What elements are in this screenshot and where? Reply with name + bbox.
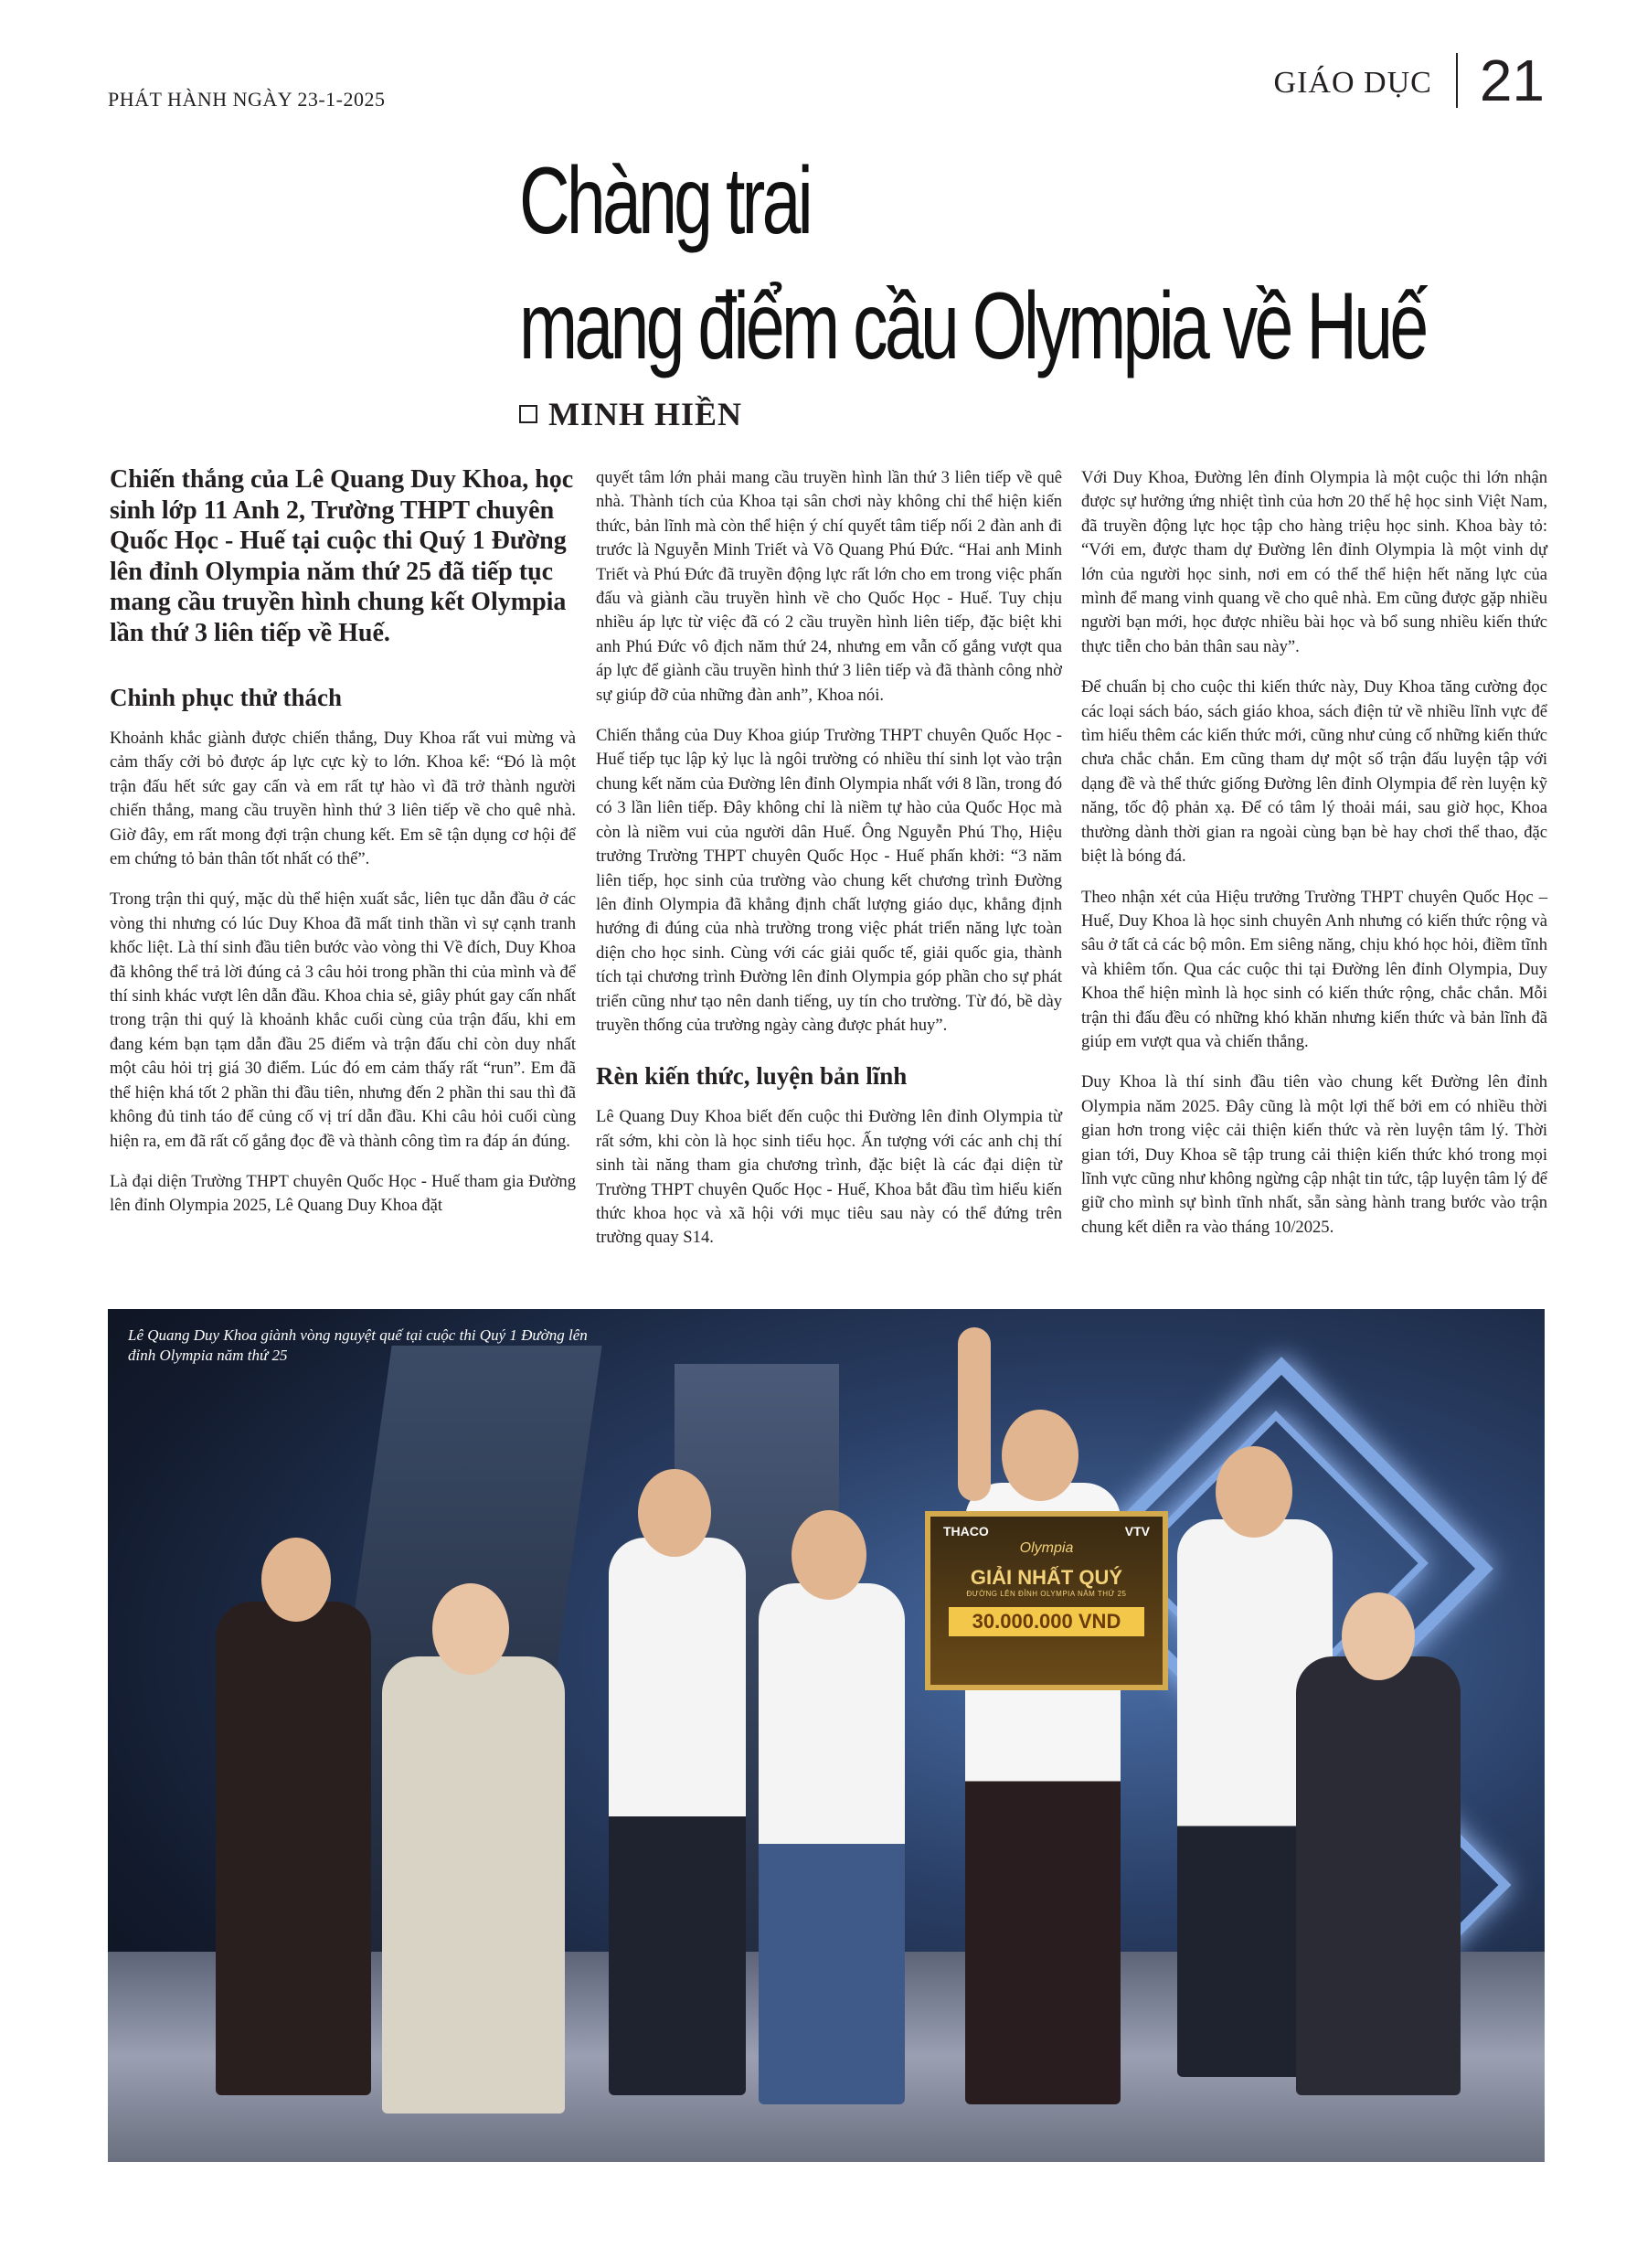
paragraph: Lê Quang Duy Khoa biết đến cuộc thi Đường lên đỉnh Olympia từ rất sớm, khi còn là học sinh tiểu học. Ấn tượng với các anh chị thí sinh tài năng tham gia chương trình, đặc biệt là các đại diện từ Trường THPT chuyên Quốc Học - Huế, Khoa bắt đầu tìm hiểu kiến thức khoa học và xã hội với mục tiêu sau này có thể đứng trên trường quay S14. bbox=[596, 1107, 1062, 1248]
person-head bbox=[638, 1469, 711, 1557]
person-elder-jacket bbox=[382, 1656, 565, 2114]
paragraph: Trong trận thi quý, mặc dù thể hiện xuất sắc, liên tục dẫn đầu ở các vòng thi nhưng có lúc Duy Khoa đã mất tinh thần vì sự cạnh tranh khốc liệt. Là thí sinh đầu tiên bước vào vòng thi Về đích, Duy Khoa đã không thể trả lời đúng cả 3 câu hỏi trong phần thi của mình và để thí sinh khác vượt lên dẫn đầu. Khoa chia sẻ, giây phút gay cấn nhất trong trận thi quý là khoảnh khắc cuối cùng của trận đấu, khi em đang kém bạn tạm dẫn đầu 25 điểm và trận đấu chỉ còn duy nhất một câu hỏi trị giá 30 điểm. Lúc đó em cảm thấy rất “run”. Em đã thể hiện khá tốt 2 phần thi đầu tiên, nhưng đến 2 phần thi sau thì đã không đủ tinh táo để củng cố vị trí dẫn đầu. Khi câu hỏi cuối cùng hiện ra, em đã rất cố gắng đọc đề và thành công tìm ra đáp án đúng. bbox=[110, 889, 576, 1151]
prize-board bbox=[925, 1511, 1168, 1690]
sponsor-logo: THACO bbox=[943, 1524, 989, 1539]
issue-date: PHÁT HÀNH NGÀY 23-1-2025 bbox=[108, 88, 386, 111]
subhead-challenge: Chinh phục thử thách bbox=[110, 684, 343, 711]
paragraph: Chiến thắng của Duy Khoa giúp Trường THPT chuyên Quốc Học - Huế tiếp tục lập kỷ lục là ngôi trường có nhiều thí sinh lọt vào trận chung kết năm của Đường lên đỉnh Olympia nhất với 8 lần, trong đó có 3 lần liên tiếp. Đây không chỉ là niềm tự hào của Quốc Học mà còn là niềm vui của người dân Huế. Ông Nguyễn Phú Thọ, Hiệu trưởng Trường THPT chuyên Quốc Học - Huế phấn khởi: “3 năm liên tiếp, học sinh của trường vào chung kết chương trình Đường lên đỉnh Olympia đã khẳng định chất lượng giáo dục, khẳng định hướng đi đúng của nhà trường trong việc phát triển năng lực toàn diện cho học sinh. Cùng với các giải quốc tế, giải quốc gia, thành tích tại chương trình Đường lên đỉnh Olympia góp phần cho sự phát triển cũng như tạo nên danh tiếng, uy tín cho trường. Từ đó, bề dày truyền thống của trường ngày càng được phát huy”. bbox=[596, 726, 1062, 1035]
paragraph: Theo nhận xét của Hiệu trưởng Trường THPT chuyên Quốc Học – Huế, Duy Khoa là học sinh chuyên Anh nhưng có kiến thức rộng và sâu ở tất cả các bộ môn. Em siêng năng, chịu khó học hỏi, điềm tĩnh và khiêm tốn. Qua các cuộc thi tại Đường lên đỉnh Olympia, Duy Khoa thể hiện mình là học sinh có kiến thức rộng, chắc chắn. Mỗi trận thi đấu đều có những khó khăn nhưng kiến thức và bản lĩnh đã giúp em vượt qua và chiến thắng. bbox=[1081, 887, 1547, 1051]
lead-paragraph: Chiến thắng của Lê Quang Duy Khoa, học sinh lớp 11 Anh 2, Trường THPT chuyên Quốc Học - Huế tại cuộc thi Quý 1 Đường lên đỉnh Olympia năm thứ 25 đã tiếp tục mang cầu truyền hình chung kết Olympia lần thứ 3 liên tiếp về Huế. bbox=[110, 465, 574, 647]
person-head bbox=[1342, 1592, 1415, 1680]
olympia-logo: Olympia bbox=[1019, 1540, 1074, 1556]
person-man-suit bbox=[216, 1602, 371, 2095]
author-name: MINH HIỀN bbox=[548, 396, 743, 432]
paragraph: Khoảnh khắc giành được chiến thắng, Duy Khoa rất vui mừng và cảm thấy cởi bỏ được áp lực cực kỳ to lớn. Khoa kể: “Đó là một trận đấu hết sức gay cấn và em rất tự hào vì đã trở thành người chiến thắng, mang cầu truyền hình thứ 3 liên tiếp về cho quê nhà. Giờ đây, em rất mong đợi trận chung kết. Em sẽ tận dụng cơ hội để em chứng tỏ bản thân tốt nhất có thể”. bbox=[110, 729, 576, 869]
paragraph: Với Duy Khoa, Đường lên đỉnh Olympia là một cuộc thi lớn nhận được sự hưởng ứng nhiệt tình của hơn 20 thế hệ học sinh Việt Nam, đã truyền động lực học tập cho hàng triệu học sinh. Khoa bày tỏ: “Với em, được tham dự Đường lên đỉnh Olympia là một vinh dự lớn của người học sinh, nơi em có thể thể hiện hết năng lực của mình để mang vinh quang về cho quê nhà. Em cũng được gặp nhiều người bạn mới, học được nhiều bài học và bổ sung nhiều kiến thức thực tiễn cho bản thân sau này”. bbox=[1081, 468, 1547, 656]
page-header bbox=[1273, 48, 1545, 113]
photo-caption: Lê Quang Duy Khoa giành vòng nguyệt quế tại cuộc thi Quý 1 Đường lên đỉnh Olympia năm thứ 25 bbox=[128, 1326, 588, 1364]
raised-arm-trophy bbox=[958, 1327, 991, 1501]
title-line-1: Chàng trai bbox=[519, 148, 811, 254]
paragraph: Duy Khoa là thí sinh đầu tiên vào chung kết Đường lên đỉnh Olympia năm 2025. Đây cũng là một lợi thế bởi em có nhiều thời gian hơn trong việc cải thiện kiến thức và rèn luyện tâm lý. Thời gian tới, Duy Khoa sẽ tập trung cải thiện kiến thức khó trong mọi lĩnh vực cũng như không ngừng cập nhật tin tức, tập luyện tâm lý để giữ cho mình sự bình tĩnh nhất, sẵn sàng hành trang bước vào trận chung kết diễn ra vào tháng 10/2025. bbox=[1081, 1072, 1547, 1237]
person-head bbox=[432, 1583, 509, 1675]
award-photo bbox=[108, 1309, 1545, 2162]
prize-subtitle: ĐƯỜNG LÊN ĐỈNH OLYMPIA NĂM THỨ 25 bbox=[966, 1590, 1127, 1598]
square-bullet-icon bbox=[519, 405, 537, 423]
channel-logo: VTV bbox=[1124, 1524, 1150, 1539]
subhead-training: Rèn kiến thức, luyện bản lĩnh bbox=[596, 1062, 908, 1091]
prize-amount: 30.000.000 VND bbox=[949, 1607, 1144, 1636]
contestant bbox=[609, 1538, 746, 2095]
contestant bbox=[759, 1583, 905, 2104]
title-line-2: mang điểm cầu Olympia về Huế bbox=[519, 273, 1426, 379]
article-column-3 bbox=[1081, 466, 1547, 1256]
section-name: GIÁO DỤC bbox=[1274, 53, 1458, 108]
paragraph: Là đại diện Trường THPT chuyên Quốc Học - Huế tham gia Đường lên đỉnh Olympia 2025, Lê Quang Duy Khoa đặt bbox=[110, 1171, 576, 1216]
page-number: 21 bbox=[1479, 48, 1545, 113]
person-head bbox=[792, 1510, 866, 1600]
article-column-1 bbox=[110, 464, 576, 1235]
article-title bbox=[519, 146, 1570, 386]
article-column-2 bbox=[596, 466, 1062, 1267]
paragraph: quyết tâm lớn phải mang cầu truyền hình lần thứ 3 liên tiếp về quê nhà. Thành tích của Khoa tại sân chơi này không chỉ thể hiện kiến thức, bản lĩnh mà còn thể hiện ý chí quyết tâm tiếp nối 2 đàn anh đi trước là Nguyễn Minh Triết và Võ Quang Phú Đức. “Hai anh Minh Triết và Phú Đức đã truyền động lực rất lớn cho em trong việc phấn đấu và giành cầu truyền hình về cho Quốc Học - Huế. Tuy chịu nhiều áp lực từ việc đã có 2 cầu truyền hình liên tiếp, đặc biệt khi anh Phú Đức vô địch năm thứ 24, nhưng em vẫn cố gắng vượt qua áp lực để giành cầu truyền hình thứ 3 liên tiếp và đã thành công nhờ sự giúp đỡ của những đàn anh”, Khoa nói. bbox=[596, 468, 1062, 705]
byline bbox=[519, 395, 742, 433]
person-elder-man bbox=[1296, 1656, 1461, 2095]
person-head bbox=[1002, 1410, 1079, 1501]
prize-title: GIẢI NHẤT QUÝ bbox=[970, 1566, 1123, 1589]
person-head bbox=[1216, 1446, 1292, 1538]
paragraph: Để chuẩn bị cho cuộc thi kiến thức này, Duy Khoa tăng cường đọc các loại sách báo, sách giáo khoa, sách điện tử về nhiều lĩnh vực để tìm hiểu thêm các kiến thức mới, cũng như củng cố những kiến thức chưa chắc chắn. Em cũng tham dự một số trận đấu luyện tập với dạng đề và thể thức giống Đường lên đỉnh Olympia để rèn luyện kỹ năng, tốc độ phản xạ. Để có tâm lý thoải mái, sau giờ học, Khoa thường dành thời gian ra ngoài cùng bạn bè hay chơi thể thao, đặc biệt là bóng đá. bbox=[1081, 677, 1547, 867]
person-head bbox=[261, 1538, 331, 1622]
